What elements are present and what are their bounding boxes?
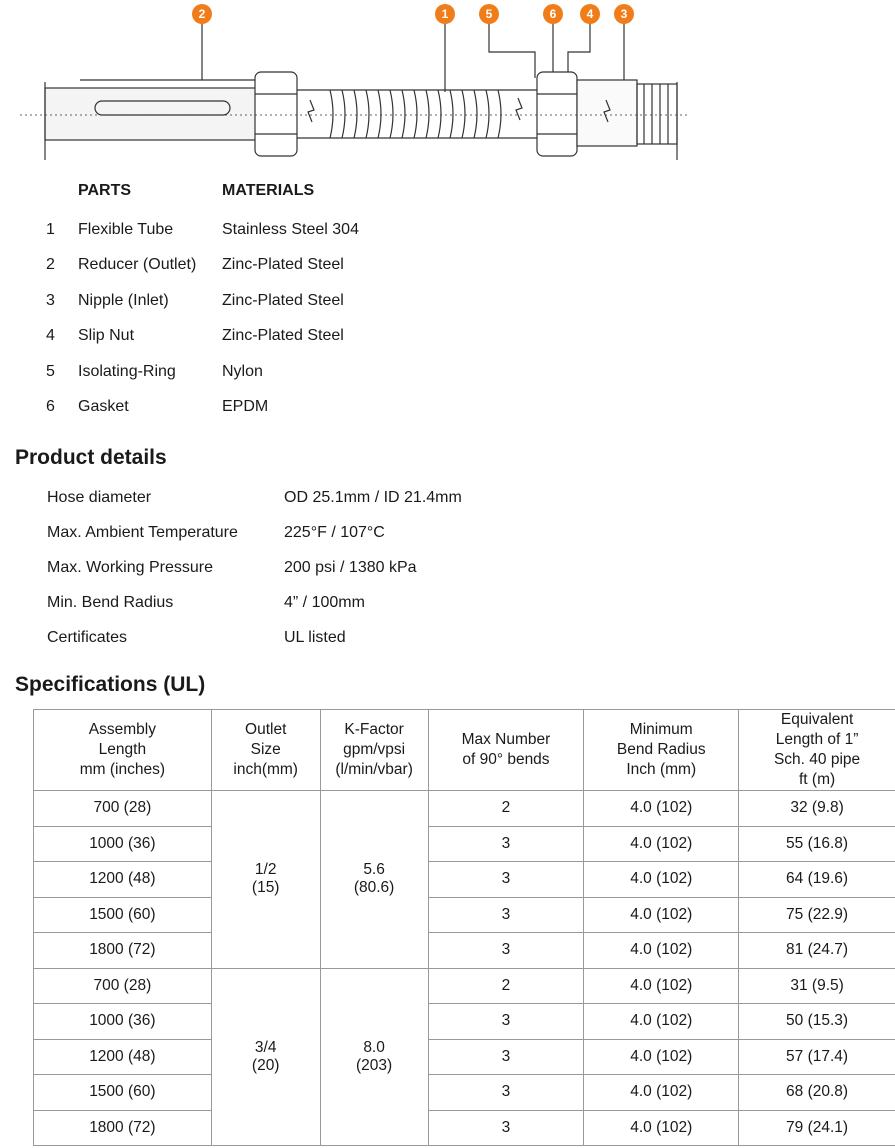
assembly-length-cell: 1500 (60) [34, 1075, 212, 1111]
max-bends-cell: 2 [428, 968, 584, 1004]
parts-row [40, 248, 540, 284]
table-row [34, 968, 895, 1004]
table-row [34, 1075, 895, 1111]
parts-header [40, 176, 540, 206]
detail-value: UL listed [284, 628, 346, 646]
max-bends-cell: 3 [428, 897, 584, 933]
assembly-length-cell: 1200 (48) [34, 1039, 212, 1075]
assembly-length-cell: 1200 (48) [34, 862, 212, 898]
bend-radius-cell: 4.0 (102) [584, 1039, 739, 1075]
detail-row [47, 515, 647, 550]
table-header-row [34, 710, 895, 791]
detail-label: Max. Working Pressure [47, 558, 213, 576]
parts-row [40, 283, 540, 319]
column-header: Max Number of 90° bends [428, 710, 584, 791]
callout-5-icon [479, 4, 499, 24]
svg-text:3: 3 [620, 7, 628, 21]
part-material: Nylon [222, 362, 263, 380]
svg-text:5: 5 [485, 7, 493, 21]
detail-label: Min. Bend Radius [47, 593, 174, 611]
assembly-length-cell: 1000 (36) [34, 1004, 212, 1040]
equivalent-length-cell: 57 (17.4) [739, 1039, 895, 1075]
part-number: 3 [46, 291, 55, 309]
detail-value: OD 25.1mm / ID 21.4mm [284, 488, 462, 506]
outlet-size-cell: 1/2 (15) [211, 791, 320, 969]
parts-list [40, 176, 540, 425]
column-header: K-Factor gpm/vpsi (l/min/vbar) [320, 710, 428, 791]
parts-column-header: PARTS [78, 182, 132, 199]
part-material: Stainless Steel 304 [222, 220, 359, 238]
assembly-length-cell: 1800 (72) [34, 933, 212, 969]
max-bends-cell: 3 [428, 826, 584, 862]
svg-text:4: 4 [586, 7, 594, 21]
part-material: Zinc-Plated Steel [222, 291, 344, 309]
max-bends-cell: 3 [428, 1004, 584, 1040]
equivalent-length-cell: 79 (24.1) [739, 1110, 895, 1146]
part-material: EPDM [222, 398, 269, 416]
detail-row [47, 550, 647, 585]
equivalent-length-cell: 32 (9.8) [739, 791, 895, 827]
equivalent-length-cell: 75 (22.9) [739, 897, 895, 933]
part-material: Zinc-Plated Steel [222, 327, 344, 345]
assembly-length-cell: 1800 (72) [34, 1110, 212, 1146]
part-material: Zinc-Plated Steel [222, 256, 344, 274]
max-bends-cell: 3 [428, 862, 584, 898]
table-row [34, 1004, 895, 1040]
max-bends-cell: 3 [428, 1110, 584, 1146]
assembly-length-cell: 1000 (36) [34, 826, 212, 862]
detail-value: 4” / 100mm [284, 593, 365, 611]
bend-radius-cell: 4.0 (102) [584, 1004, 739, 1040]
column-header: Equivalent Length of 1” Sch. 40 pipe ft (m) [739, 710, 895, 791]
table-row [34, 897, 895, 933]
detail-row [47, 480, 647, 515]
product-details-title: Product details [15, 446, 167, 469]
detail-row [47, 620, 647, 655]
column-header: Minimum Bend Radius Inch (mm) [584, 710, 739, 791]
table-row [34, 791, 895, 827]
table-row [34, 1110, 895, 1146]
part-number: 1 [46, 220, 55, 238]
detail-label: Max. Ambient Temperature [47, 523, 238, 541]
parts-row [40, 390, 540, 426]
detail-row [47, 585, 647, 620]
materials-column-header: MATERIALS [222, 182, 315, 199]
max-bends-cell: 3 [428, 933, 584, 969]
callout-4-icon [580, 4, 600, 24]
k-factor-cell: 5.6 (80.6) [320, 791, 428, 969]
max-bends-cell: 3 [428, 1075, 584, 1111]
callout-1-icon [435, 4, 455, 24]
equivalent-length-cell: 55 (16.8) [739, 826, 895, 862]
parts-row [40, 212, 540, 248]
bend-radius-cell: 4.0 (102) [584, 897, 739, 933]
detail-value: 200 psi / 1380 kPa [284, 558, 417, 576]
bend-radius-cell: 4.0 (102) [584, 862, 739, 898]
part-name: Slip Nut [78, 327, 135, 345]
assembly-length-cell: 700 (28) [34, 968, 212, 1004]
bend-radius-cell: 4.0 (102) [584, 826, 739, 862]
max-bends-cell: 3 [428, 1039, 584, 1075]
parts-row [40, 319, 540, 355]
column-header: Outlet Size inch(mm) [211, 710, 320, 791]
part-number: 6 [46, 398, 55, 416]
detail-label: Certificates [47, 628, 128, 646]
table-row [34, 933, 895, 969]
part-name: Isolating-Ring [78, 362, 176, 380]
bend-radius-cell: 4.0 (102) [584, 968, 739, 1004]
product-details-list [47, 480, 647, 655]
parts-row [40, 354, 540, 390]
specifications-table [33, 709, 895, 1146]
svg-text:1: 1 [441, 7, 449, 21]
table-row [34, 1039, 895, 1075]
bend-radius-cell: 4.0 (102) [584, 933, 739, 969]
detail-label: Hose diameter [47, 488, 152, 506]
part-number: 5 [46, 362, 55, 380]
hose-assembly-diagram [0, 0, 895, 170]
part-number: 2 [46, 256, 55, 274]
equivalent-length-cell: 68 (20.8) [739, 1075, 895, 1111]
svg-text:2: 2 [198, 7, 206, 21]
outlet-size-cell: 3/4 (20) [211, 968, 320, 1146]
part-name: Flexible Tube [78, 220, 174, 238]
max-bends-cell: 2 [428, 791, 584, 827]
part-name: Reducer (Outlet) [78, 256, 197, 274]
table-row [34, 862, 895, 898]
equivalent-length-cell: 50 (15.3) [739, 1004, 895, 1040]
part-name: Gasket [78, 398, 129, 416]
assembly-length-cell: 1500 (60) [34, 897, 212, 933]
table-row [34, 826, 895, 862]
part-name: Nipple (Inlet) [78, 291, 169, 309]
equivalent-length-cell: 31 (9.5) [739, 968, 895, 1004]
assembly-length-cell: 700 (28) [34, 791, 212, 827]
svg-text:6: 6 [549, 7, 557, 21]
callout-6-icon [543, 4, 563, 24]
equivalent-length-cell: 64 (19.6) [739, 862, 895, 898]
specifications-title: Specifications (UL) [15, 673, 206, 696]
bend-radius-cell: 4.0 (102) [584, 1075, 739, 1111]
callout-2-icon [192, 4, 212, 24]
k-factor-cell: 8.0 (203) [320, 968, 428, 1146]
detail-value: 225°F / 107°C [284, 523, 385, 541]
equivalent-length-cell: 81 (24.7) [739, 933, 895, 969]
part-number: 4 [46, 327, 55, 345]
bend-radius-cell: 4.0 (102) [584, 1110, 739, 1146]
column-header: Assembly Length mm (inches) [34, 710, 212, 791]
bend-radius-cell: 4.0 (102) [584, 791, 739, 827]
callout-3-icon [614, 4, 634, 24]
